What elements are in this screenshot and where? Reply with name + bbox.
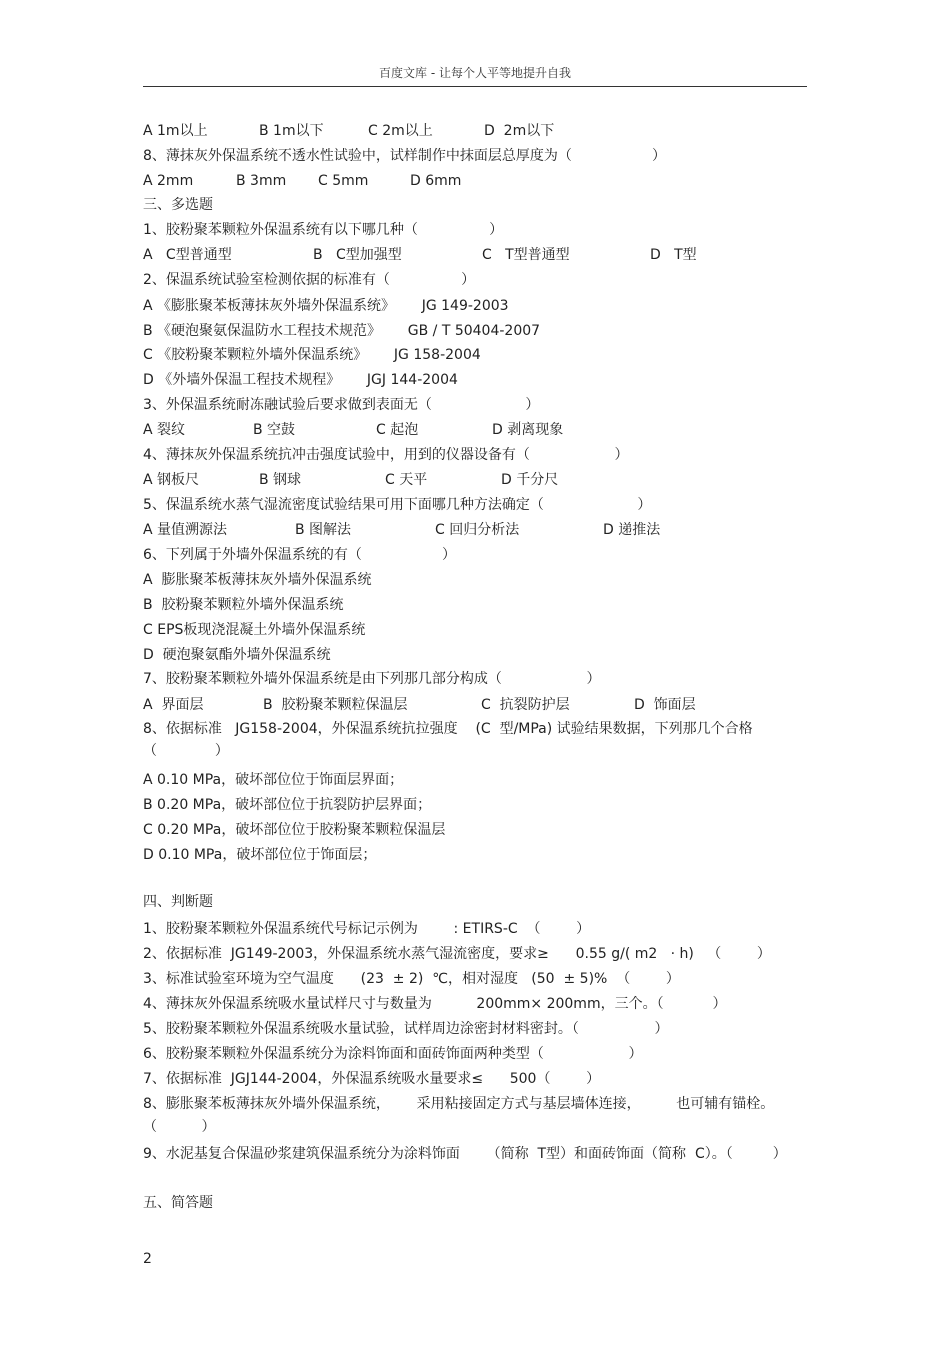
page-header-title: 百度文库 - 让每个人平等地提升自我 <box>379 66 571 80</box>
s4-item-6: 6、胶粉聚苯颗粒外保温系统分为涂料饰面和面砖饰面两种类型（ ） <box>143 1046 643 1062</box>
s3-q8-option-b: B 0.20 MPa，破坏部位位于抗裂防护层界面； <box>143 797 432 813</box>
s3-question-8: 8、依据标准 JG158-2004，外保温系统抗拉强度 (C 型/MPa) 试验结果数据，下列那几个合格 <box>143 721 753 737</box>
page-number: 2 <box>143 1251 152 1267</box>
s4-item-2: 2、依据标准 JG149-2003，外保温系统水蒸气湿流密度，要求≥ 0.55 g/( m2 · h) （ ） <box>143 946 771 962</box>
s2-q7-option-d: D 2m以下 <box>484 123 555 139</box>
s3-q8-option-c: C 0.20 MPa，破坏部位位于胶粉聚苯颗粒保温层 <box>143 822 446 838</box>
s3-q7-option-c: C 抗裂防护层 <box>481 697 570 713</box>
s3-q8-answer-parens: （ ） <box>143 743 229 759</box>
section-5-heading: 五、简答题 <box>143 1195 213 1211</box>
s4-item-3: 3、标准试验室环境为空气温度 (23 ± 2) ℃，相对湿度 (50 ± 5)% （ ） <box>143 971 680 987</box>
s3-q1-option-a: A C型普通型 <box>143 247 232 263</box>
section-4-heading: 四、判断题 <box>143 894 213 910</box>
s3-q4-option-b: B 钢球 <box>259 472 302 488</box>
s3-question-3: 3、外保温系统耐冻融试验后要求做到表面无（ ） <box>143 397 540 413</box>
header-divider <box>143 86 807 87</box>
s4-item-1: 1、胶粉聚苯颗粒外保温系统代号标记示例为 : ETIRS-C （ ） <box>143 921 591 937</box>
s4-item-5: 5、胶粉聚苯颗粒外保温系统吸水量试验，试样周边涂密封材料密封。（ ） <box>143 1021 669 1037</box>
section-3-heading: 三、多选题 <box>143 197 213 213</box>
s3-q7-option-a: A 界面层 <box>143 697 204 713</box>
s3-q3-option-c: C 起泡 <box>376 422 419 438</box>
s3-question-1: 1、胶粉聚苯颗粒外保温系统有以下哪几种（ ） <box>143 222 504 238</box>
s3-q2-option-c: C 《胶粉聚苯颗粒外墙外保温系统》 JG 158-2004 <box>143 347 481 363</box>
s3-q8-option-a: A 0.10 MPa，破坏部位位于饰面层界面； <box>143 772 404 788</box>
s3-q6-option-a: A 膨胀聚苯板薄抹灰外墙外保温系统 <box>143 572 372 588</box>
s2-q8-option-c: C 5mm <box>318 173 369 189</box>
s3-q4-option-a: A 钢板尺 <box>143 472 200 488</box>
s4-item-7: 7、依据标准 JGJ144-2004，外保温系统吸水量要求≤ 500（ ） <box>143 1071 601 1087</box>
s3-q2-option-a: A 《膨胀聚苯板薄抹灰外墙外保温系统》 JG 149-2003 <box>143 298 509 314</box>
s3-question-4: 4、薄抹灰外保温系统抗冲击强度试验中，用到的仪器设备有（ ） <box>143 447 629 463</box>
s3-q5-option-c: C 回归分析法 <box>435 522 520 538</box>
s3-q5-option-d: D 递推法 <box>603 522 661 538</box>
s4-item-8-parens: （ ） <box>143 1119 216 1135</box>
s3-q1-option-c: C T型普通型 <box>482 247 570 263</box>
s3-q2-option-d: D 《外墙外保温工程技术规程》 JGJ 144-2004 <box>143 372 458 388</box>
s3-q5-option-b: B 图解法 <box>295 522 352 538</box>
s2-q7-option-a: A 1m以上 <box>143 123 208 139</box>
s3-q1-option-b: B C型加强型 <box>313 247 402 263</box>
s2-q8-option-a: A 2mm <box>143 173 194 189</box>
s3-q4-option-c: C 天平 <box>385 472 428 488</box>
s2-q7-option-c: C 2m以上 <box>368 123 433 139</box>
s4-item-9: 9、水泥基复合保温砂浆建筑保温系统分为涂料饰面 （简称 T型）和面砖饰面（简称 C）。（ ） <box>143 1146 787 1162</box>
s3-q8-option-d: D 0.10 MPa，破坏部位位于饰面层； <box>143 847 377 863</box>
s3-q6-option-c: C EPS板现浇混凝土外墙外保温系统 <box>143 622 366 638</box>
s3-q6-option-d: D 硬泡聚氨酯外墙外保温系统 <box>143 647 331 663</box>
s3-question-2: 2、保温系统试验室检测依据的标准有（ ） <box>143 272 476 288</box>
s3-q2-option-b: B 《硬泡聚氨保温防水工程技术规范》 GB / T 50404-2007 <box>143 323 541 339</box>
s3-q7-option-b: B 胶粉聚苯颗粒保温层 <box>263 697 408 713</box>
s3-q3-option-b: B 空鼓 <box>253 422 296 438</box>
s3-question-5: 5、保温系统水蒸气湿流密度试验结果可用下面哪几种方法确定（ ） <box>143 497 652 513</box>
s3-q3-option-a: A 裂纹 <box>143 422 186 438</box>
s4-item-4: 4、薄抹灰外保温系统吸水量试样尺寸与数量为 200mm× 200mm，三个。（ ） <box>143 996 727 1012</box>
s3-q3-option-d: D 剥离现象 <box>492 422 564 438</box>
s3-q4-option-d: D 千分尺 <box>501 472 559 488</box>
s3-q7-option-d: D 饰面层 <box>634 697 696 713</box>
s4-item-8: 8、膨胀聚苯板薄抹灰外墙外保温系统， 采用粘接固定方式与基层墙体连接， 也可辅有锚栓。 <box>143 1096 775 1112</box>
s3-q6-option-b: B 胶粉聚苯颗粒外墙外保温系统 <box>143 597 344 613</box>
s2-q8-option-b: B 3mm <box>236 173 287 189</box>
s2-q8-option-d: D 6mm <box>410 173 462 189</box>
s2-question-8: 8、薄抹灰外保温系统不透水性试验中，试样制作中抹面层总厚度为（ ） <box>143 148 667 164</box>
s3-q5-option-a: A 量值溯源法 <box>143 522 228 538</box>
s3-question-6: 6、下列属于外墙外保温系统的有（ ） <box>143 547 457 563</box>
s3-question-7: 7、胶粉聚苯颗粒外墙外保温系统是由下列那几部分构成（ ） <box>143 671 601 687</box>
s3-q1-option-d: D T型 <box>650 247 697 263</box>
s2-q7-option-b: B 1m以下 <box>259 123 324 139</box>
